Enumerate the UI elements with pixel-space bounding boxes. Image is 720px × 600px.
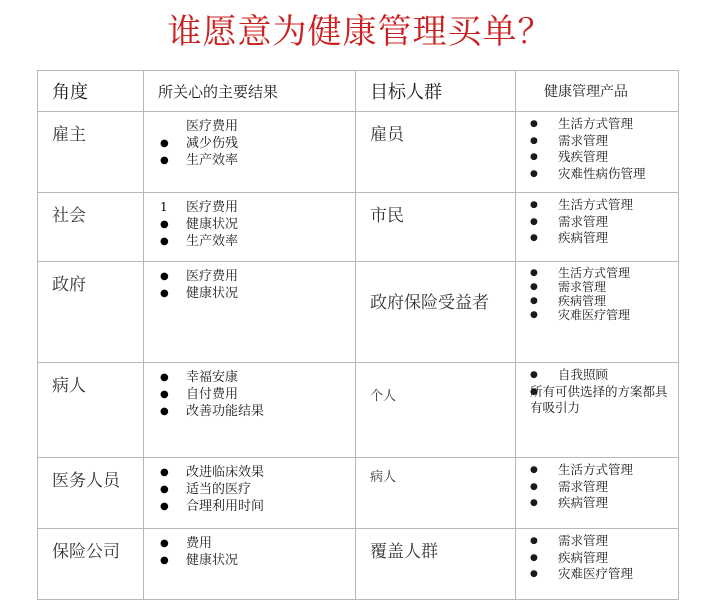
stakeholder-table bbox=[37, 70, 679, 600]
list-item: ● 灾难医疗管理 bbox=[516, 308, 678, 322]
list-item: ● 改善功能结果 bbox=[144, 403, 355, 420]
list-item: ● 所有可供选择的方案都具有吸引力 bbox=[516, 384, 678, 417]
products-cell bbox=[516, 363, 679, 458]
results-cell bbox=[144, 458, 356, 529]
list-item: ● 自付费用 bbox=[144, 386, 355, 403]
table-header-row bbox=[38, 71, 679, 112]
products-cell bbox=[516, 193, 679, 262]
list-item: ● 疾病管理 bbox=[516, 550, 678, 567]
list-item: ● 疾病管理 bbox=[516, 495, 678, 512]
list-item: ● 灾难医疗管理 bbox=[516, 566, 678, 583]
header-target: 目标人群 bbox=[356, 71, 516, 112]
table-row bbox=[38, 529, 679, 600]
target-cell: 覆盖人群 bbox=[356, 529, 516, 600]
target-cell: 个人 bbox=[356, 363, 516, 458]
list-item: ● 生活方式管理 bbox=[516, 197, 678, 214]
list-item: ● 生活方式管理 bbox=[516, 266, 678, 280]
header-angle: 角度 bbox=[38, 71, 144, 112]
list-item: ● 需求管理 bbox=[516, 214, 678, 231]
products-cell bbox=[516, 112, 679, 193]
table-row bbox=[38, 112, 679, 193]
angle-cell: 保险公司 bbox=[38, 529, 144, 600]
table-row bbox=[38, 262, 679, 363]
list-item: ● 需求管理 bbox=[516, 280, 678, 294]
results-cell bbox=[144, 529, 356, 600]
target-cell: 雇员 bbox=[356, 112, 516, 193]
target-cell: 病人 bbox=[356, 458, 516, 529]
slide-title: 谁愿意为健康管理买单？ bbox=[167, 12, 553, 52]
list-item: 医疗费用 bbox=[186, 119, 239, 134]
angle-cell: 政府 bbox=[38, 262, 144, 363]
list-item: ● 改进临床效果 bbox=[144, 464, 355, 481]
products-cell bbox=[516, 529, 679, 600]
angle-cell: 雇主 bbox=[38, 112, 144, 193]
list-item: ● 医疗费用 bbox=[144, 268, 355, 285]
target-cell: 市民 bbox=[356, 193, 516, 262]
results-cell bbox=[144, 262, 356, 363]
products-cell bbox=[516, 262, 679, 363]
list-item: ● 疾病管理 bbox=[516, 230, 678, 247]
list-item: 1 医疗费用 bbox=[144, 199, 355, 216]
list-item: ● 需求管理 bbox=[516, 479, 678, 496]
angle-cell: 社会 bbox=[38, 193, 144, 262]
list-item: ● 生活方式管理 bbox=[516, 116, 678, 133]
angle-cell: 病人 bbox=[38, 363, 144, 458]
results-cell bbox=[144, 363, 356, 458]
list-item: ● 减少伤残 bbox=[144, 135, 355, 152]
list-item: ● 幸福安康 bbox=[144, 369, 355, 386]
header-products: 健康管理产品 bbox=[516, 71, 679, 112]
list-item: ● 残疾管理 bbox=[516, 149, 678, 166]
results-cell bbox=[144, 193, 356, 262]
list-item: ● 疾病管理 bbox=[516, 294, 678, 308]
target-cell: 政府保险受益者 bbox=[356, 262, 516, 363]
products-cell bbox=[516, 458, 679, 529]
angle-cell: 医务人员 bbox=[38, 458, 144, 529]
list-item: ● 合理利用时间 bbox=[144, 498, 355, 515]
list-item: ● 需求管理 bbox=[516, 133, 678, 150]
table-row bbox=[38, 458, 679, 529]
list-item: ● 健康状况 bbox=[144, 285, 355, 302]
table-row bbox=[38, 193, 679, 262]
header-results: 所关心的主要结果 bbox=[144, 71, 356, 112]
list-item: ● 生活方式管理 bbox=[516, 462, 678, 479]
list-item: ● 生产效率 bbox=[144, 152, 355, 169]
list-item: ● 适当的医疗 bbox=[144, 481, 355, 498]
table-row bbox=[38, 363, 679, 458]
list-item: ● 健康状况 bbox=[144, 216, 355, 233]
list-item: ● 灾难性病伤管理 bbox=[516, 166, 678, 183]
results-cell bbox=[144, 112, 356, 193]
list-item: ● 自我照顾 bbox=[516, 367, 678, 384]
list-item: ● 生产效率 bbox=[144, 233, 355, 250]
list-item: ● 需求管理 bbox=[516, 533, 678, 550]
list-item: ● 健康状况 bbox=[144, 552, 355, 569]
list-item: ● 费用 bbox=[144, 535, 355, 552]
